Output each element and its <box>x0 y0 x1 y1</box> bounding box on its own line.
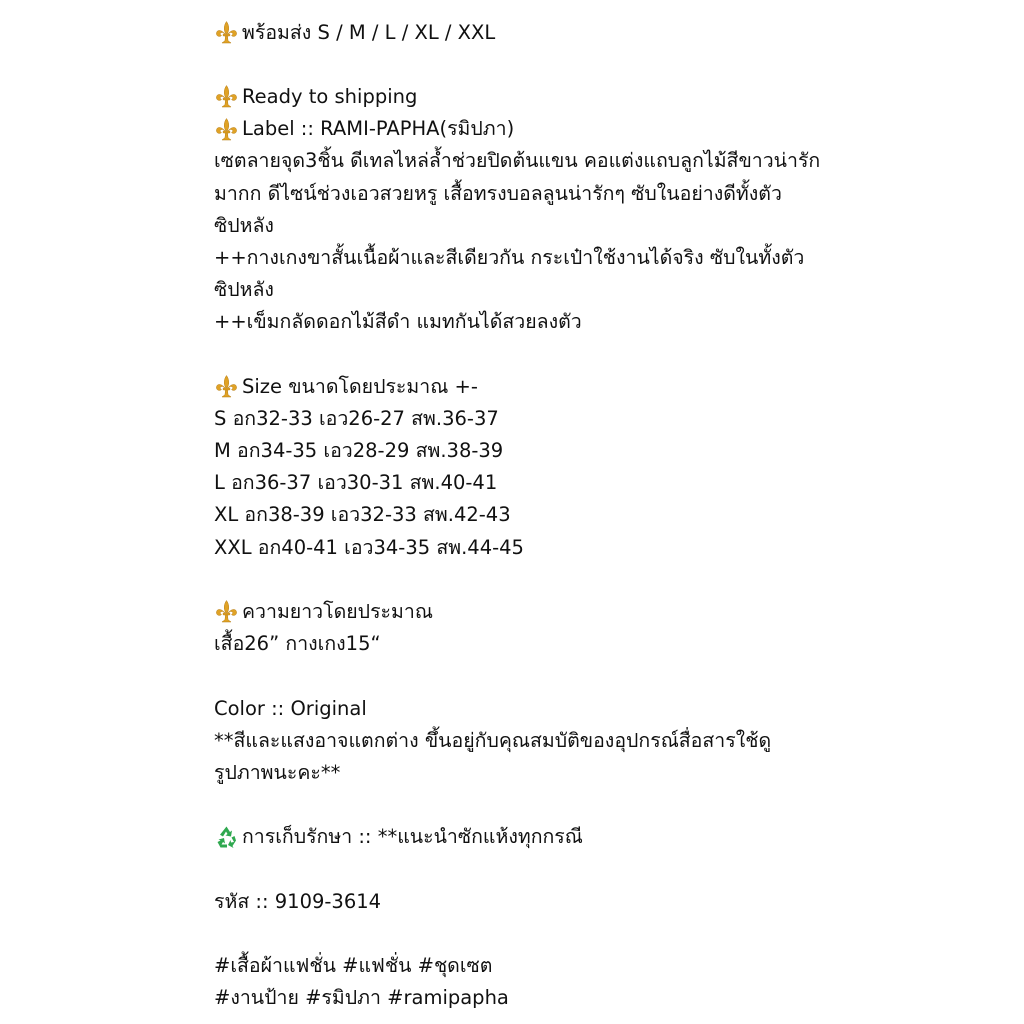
text-line <box>214 982 814 1014</box>
line-text: พร้อมส่ง S / M / L / XL / XXL <box>242 20 496 44</box>
line-text: XL อก38-39 เอว32-33 สพ.42-43 <box>214 503 511 527</box>
line-text: M อก34-35 เอว28-29 สพ.38-39 <box>214 439 504 463</box>
line-text: การเก็บรักษา :: **แนะนำซักแห้งทุกกรณี <box>242 825 583 849</box>
line-text: Ready to shipping <box>242 84 418 108</box>
fleur-de-lis-icon <box>214 598 239 624</box>
recycle-icon <box>214 824 239 850</box>
line-text: ความยาวโดยประมาณ <box>242 599 433 623</box>
text-line <box>214 16 814 48</box>
text-line <box>214 274 814 306</box>
line-text: #เสื้อผ้าแฟชั่น #แฟชั่น #ชุดเซต <box>214 954 493 978</box>
text-line <box>214 595 814 627</box>
blank-line <box>214 917 814 949</box>
line-text: Size ขนาดโดยประมาณ +- <box>242 374 478 398</box>
line-text: L อก36-37 เอว30-31 สพ.40-41 <box>214 471 498 495</box>
blank-line <box>214 789 814 821</box>
line-text: เสื้อ26” กางเกง15“ <box>214 632 381 656</box>
line-text: **สีและแสงอาจแตกต่าง ขึ้นอยู่กับคุณสมบัติของอุปกรณ์สื่อสารใช้ดู <box>214 728 772 752</box>
text-line <box>214 821 814 853</box>
line-text: ++กางเกงขาสั้นเนื้อผ้าและสีเดียวกัน กระเป๋าใช้งานได้จริง ซับในทั้งตัว <box>214 245 805 269</box>
text-line <box>214 499 814 531</box>
text-line <box>214 724 814 756</box>
text-line <box>214 209 814 241</box>
fleur-de-lis-icon <box>214 373 239 399</box>
text-line <box>214 370 814 402</box>
fleur-de-lis-icon <box>214 19 239 45</box>
line-text: รูปภาพนะคะ** <box>214 760 341 784</box>
text-line <box>214 531 814 563</box>
line-text: เซตลายจุด3ชิ้น ดีเทลไหล่ล้ำช่วยปิดต้นแขน คอแต่งแถบลูกไม้สีขาวน่ารัก <box>214 149 821 173</box>
text-line <box>214 692 814 724</box>
text-line <box>214 628 814 660</box>
text-line <box>214 306 814 338</box>
text-line <box>214 402 814 434</box>
line-text: Color :: Original <box>214 696 367 720</box>
line-text: รหัส :: 9109-3614 <box>214 889 382 913</box>
text-line <box>214 80 814 112</box>
product-description <box>214 16 821 1014</box>
text-line <box>214 241 814 273</box>
text-line <box>214 949 814 981</box>
blank-line <box>214 563 814 595</box>
text-line <box>214 113 814 145</box>
text-line <box>214 434 814 466</box>
text-line <box>214 177 814 209</box>
line-text: S อก32-33 เอว26-27 สพ.36-37 <box>214 406 499 430</box>
line-text: Label :: RAMI-PAPHA(รมิปภา) <box>242 117 515 141</box>
blank-line <box>214 660 814 692</box>
fleur-de-lis-icon <box>214 83 239 109</box>
fleur-de-lis-icon <box>214 116 239 142</box>
line-text: ซิปหลัง <box>214 278 274 302</box>
text-line <box>214 145 821 177</box>
line-text: ++เข็มกลัดดอกไม้สีดำ แมทกันได้สวยลงตัว <box>214 310 582 334</box>
line-text: มากก ดีไซน์ช่วงเอวสวยหรู เสื้อทรงบอลลูนน่ารักๆ ซับในอย่างดีทั้งตัว <box>214 181 782 205</box>
blank-line <box>214 48 814 80</box>
text-line <box>214 756 814 788</box>
line-text: #งานป้าย #รมิปภา #ramipapha <box>214 986 509 1010</box>
blank-line <box>214 853 814 885</box>
text-line <box>214 885 814 917</box>
line-text: XXL อก40-41 เอว34-35 สพ.44-45 <box>214 535 524 559</box>
blank-line <box>214 338 814 370</box>
text-line <box>214 467 814 499</box>
line-text: ซิปหลัง <box>214 213 274 237</box>
